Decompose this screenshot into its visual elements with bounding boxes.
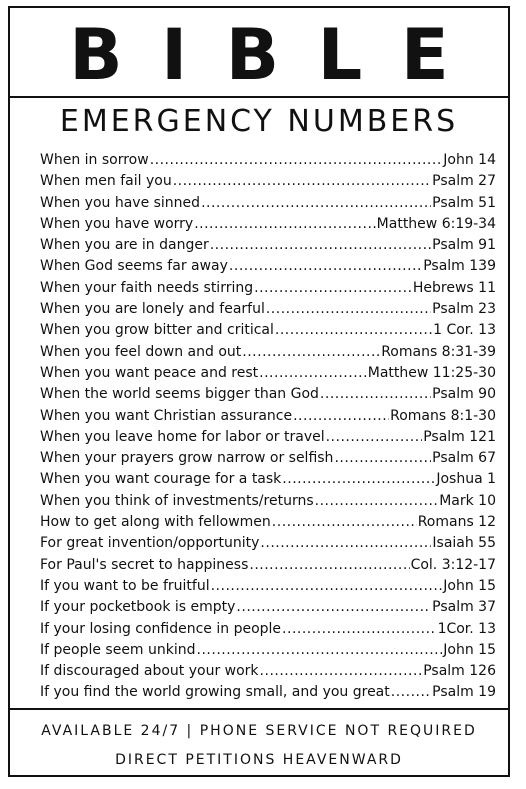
dot-leader	[266, 299, 431, 320]
dot-leader	[201, 193, 431, 214]
dot-leader	[334, 448, 431, 469]
entry-reference: Romans 8:1-30	[390, 407, 496, 424]
dot-leader	[320, 384, 431, 405]
entry-label: When you have sinned	[40, 194, 201, 211]
entry-label: When God seems far away	[40, 258, 228, 275]
entry-reference: Psalm 19	[432, 684, 496, 701]
entry-reference: Romans 12	[417, 514, 496, 531]
list-item	[40, 342, 496, 363]
dot-leader	[194, 214, 375, 235]
list-item	[40, 682, 496, 703]
entry-label: When your faith needs stirring	[40, 279, 254, 296]
entry-reference: 1Cor. 13	[437, 620, 496, 637]
title-divider	[10, 96, 508, 98]
dot-leader	[173, 171, 431, 192]
title-letter: I	[161, 14, 188, 96]
entry-label: If your losing confidence in people	[40, 620, 282, 637]
entry-label: If your pocketbook is empty	[40, 599, 236, 616]
entry-reference: Psalm 121	[423, 428, 496, 445]
entry-reference: Isaiah 55	[432, 535, 496, 552]
dot-leader	[249, 555, 409, 576]
list-item	[40, 214, 496, 235]
list-item	[40, 469, 496, 490]
entry-label: When you leave home for labor or travel	[40, 428, 325, 445]
list-item	[40, 512, 496, 533]
dot-leader	[282, 619, 437, 640]
list-item	[40, 193, 496, 214]
dot-leader	[150, 150, 443, 171]
emergency-list	[40, 150, 496, 704]
entry-reference: Psalm 27	[432, 173, 496, 190]
dot-leader	[275, 320, 432, 341]
list-item	[40, 661, 496, 682]
list-item	[40, 171, 496, 192]
entry-reference: Psalm 91	[432, 237, 496, 254]
dot-leader	[293, 406, 389, 427]
footer-divider	[10, 708, 508, 710]
poster-subtitle: EMERGENCY NUMBERS	[59, 104, 459, 139]
list-item	[40, 406, 496, 427]
list-item	[40, 576, 496, 597]
entry-label: When you are lonely and fearful	[40, 301, 265, 318]
entry-reference: Psalm 23	[432, 301, 496, 318]
entry-reference: 1 Cor. 13	[433, 322, 496, 339]
list-item	[40, 235, 496, 256]
dot-leader	[315, 491, 439, 512]
title-letter: B	[69, 14, 123, 96]
entry-reference: Hebrews 11	[412, 279, 496, 296]
list-item	[40, 320, 496, 341]
footer-availability: AVAILABLE 24/7 | PHONE SERVICE NOT REQUIRED	[41, 723, 477, 739]
dot-leader	[242, 342, 380, 363]
footer-petitions: DIRECT PETITIONS HEAVENWARD	[115, 752, 403, 768]
entry-label: For Paul's secret to happiness	[40, 556, 249, 573]
entry-reference: Col. 3:12-17	[410, 556, 496, 573]
entry-label: If you want to be fruitful	[40, 577, 210, 594]
entry-label: If you find the world growing small, and you great	[40, 684, 390, 701]
entry-label: When you grow bitter and critical	[40, 322, 274, 339]
list-item	[40, 555, 496, 576]
entry-label: If people seem unkind	[40, 641, 196, 658]
list-item	[40, 597, 496, 618]
dot-leader	[260, 533, 431, 554]
list-item	[40, 448, 496, 469]
entry-label: When you are in danger	[40, 237, 209, 254]
entry-reference: John 15	[443, 577, 496, 594]
entry-reference: Psalm 51	[432, 194, 496, 211]
entry-label: When you want courage for a task	[40, 471, 282, 488]
title-letter: L	[317, 14, 363, 96]
dot-leader	[236, 597, 431, 618]
entry-reference: Psalm 37	[432, 599, 496, 616]
title-letter: B	[225, 14, 280, 96]
dot-leader	[197, 640, 443, 661]
entry-label: When the world seems bigger than God	[40, 386, 319, 403]
entry-reference: Mark 10	[439, 492, 496, 509]
dot-leader	[211, 576, 443, 597]
entry-reference: Romans 8:31-39	[381, 343, 496, 360]
entry-label: When you think of investments/returns	[40, 492, 314, 509]
poster-title	[10, 14, 508, 96]
entry-label: When men fail you	[40, 173, 172, 190]
poster-frame	[8, 6, 510, 777]
entry-label: How to get along with fellowmen	[40, 514, 271, 531]
list-item	[40, 533, 496, 554]
dot-leader	[259, 363, 367, 384]
entry-label: When your prayers grow narrow or selfish	[40, 450, 334, 467]
entry-reference: Psalm 90	[432, 386, 496, 403]
list-item	[40, 150, 496, 171]
dot-leader	[391, 682, 431, 703]
entry-label: For great invention/opportunity	[40, 535, 260, 552]
dot-leader	[326, 427, 423, 448]
dot-leader	[282, 469, 435, 490]
entry-reference: Matthew 6:19-34	[376, 215, 496, 232]
entry-label: When you want peace and rest	[40, 364, 259, 381]
entry-label: When you feel down and out	[40, 343, 242, 360]
entry-label: When in sorrow	[40, 152, 149, 168]
entry-reference: Psalm 67	[432, 450, 496, 467]
dot-leader	[210, 235, 431, 256]
title-letter: E	[400, 14, 449, 96]
entry-reference: John 14	[443, 152, 496, 168]
dot-leader	[260, 661, 423, 682]
list-item	[40, 491, 496, 512]
entry-label: If discouraged about your work	[40, 663, 259, 680]
list-item	[40, 299, 496, 320]
list-item	[40, 640, 496, 661]
entry-label: When you want Christian assurance	[40, 407, 293, 424]
list-item	[40, 256, 496, 277]
list-item	[40, 278, 496, 299]
dot-leader	[272, 512, 417, 533]
list-item	[40, 619, 496, 640]
entry-reference: John 15	[443, 641, 496, 658]
dot-leader	[254, 278, 412, 299]
entry-reference: Psalm 139	[423, 258, 496, 275]
entry-reference: Matthew 11:25-30	[367, 364, 496, 381]
dot-leader	[229, 256, 422, 277]
entry-label: When you have worry	[40, 215, 194, 232]
list-item	[40, 384, 496, 405]
entry-reference: Joshua 1	[436, 471, 496, 488]
list-item	[40, 427, 496, 448]
entry-reference: Psalm 126	[423, 663, 496, 680]
list-item	[40, 363, 496, 384]
